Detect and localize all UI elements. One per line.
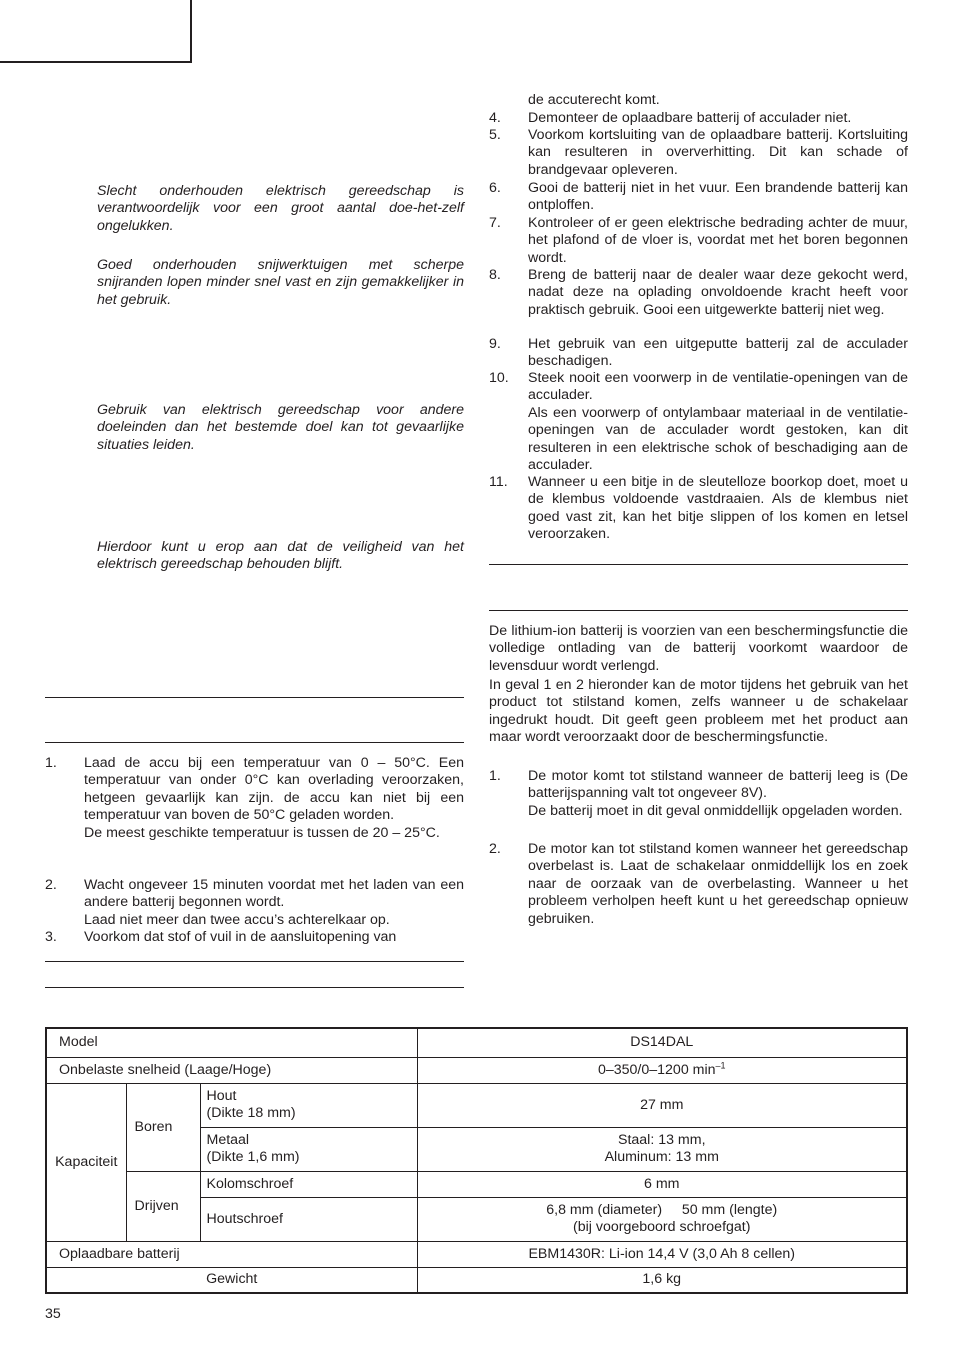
item-number: 4. (489, 110, 501, 126)
section-rule (45, 697, 464, 698)
item-number: 8. (489, 267, 501, 283)
list-item (45, 929, 464, 946)
list-item (489, 127, 908, 179)
item-number: 2. (45, 877, 57, 893)
item-text: Wanneer u een bitje in de sleutelloze boorkop doet, moet u de klembus voldoende vastdraaien. Als de klembus niet goed vast zit, kan het bitje slippen of los komen en letsel veroorzaken. (528, 474, 908, 543)
item-text: Breng de batterij naar de dealer waar deze gekocht werd, nadat deze na oplading onvoldoende kracht heeft voor praktisch gebruik. Gooi een uitgewerkte batterij niet weg. (528, 267, 908, 318)
metal-cell (200, 1127, 417, 1171)
paragraph-intended-use: Gebruik van elektrisch gereedschap voor andere doeleinden dan het bestemde doel kan tot gevaarlijke situaties leiden. (97, 402, 464, 453)
table-row (46, 1267, 907, 1293)
section-rule (45, 742, 464, 743)
list-item (489, 110, 908, 127)
weight-value: 1,6 kg (417, 1267, 907, 1293)
paragraph-cutting-tools: Goed onderhouden snijwerktuigen met scherpe snijranden lopen minder snel vast en zijn gemakkelijker in het gebruik. (97, 257, 464, 308)
item-number: 6. (489, 180, 501, 196)
wood-cell (200, 1083, 417, 1127)
speed-unit-exponent: –1 (715, 1059, 726, 1070)
item-text: Wacht ongeveer 15 minuten voordat met het laden van een andere batterij begonnen wordt. (84, 877, 464, 911)
item-text: Gooi de batterij niet in het vuur. Een brandende batterij kan ontploffen. (528, 180, 908, 214)
item-text: Laad niet meer dan twee accu’s achterelkaar op. (84, 911, 390, 928)
wood-screw-size: 6,8 mm (diameter) 50 mm (lengte) (546, 1202, 778, 1218)
list-item (489, 768, 908, 820)
item-text: Als een voorwerp of ontylambaar materiaal in de ventilatie-openingen van de acculader wordt gestoken, kan dit resulteren in een elektrische schok of beschadiging aan de acculader. (528, 404, 908, 474)
model-label: Model (46, 1028, 417, 1057)
wood-screw-note: (bij voorgeboord schroefgat) (573, 1219, 751, 1235)
battery-value: EBM1430R: Li-ion 14,4 V (3,0 Ah 8 cellen) (417, 1241, 907, 1267)
item-text: Kontroleer of er geen elektrische bedrading achter de muur, het plafond of de vloer is, voordat met het boren begonnen wordt. (528, 215, 908, 266)
table-row (46, 1028, 907, 1057)
section-rule (489, 610, 908, 611)
wood-screw-value-cell (417, 1197, 907, 1241)
paragraph-safety-maintained: Hierdoor kunt u erop aan dat de veiligheid van het elektrisch gereedschap behouden blijft. (97, 539, 464, 573)
driving-label: Drijven (126, 1171, 200, 1241)
item-number: 10. (489, 370, 509, 386)
item-text: Het gebruik van een uitgeputte batterij zal de acculader beschadigen. (528, 336, 908, 370)
metal-thickness: (Dikte 1,6 mm) (206, 1149, 300, 1165)
list-item (489, 474, 908, 544)
table-row (46, 1241, 907, 1267)
aluminum-value: Aluminum: 13 mm (604, 1149, 719, 1165)
section-rule (45, 987, 464, 988)
item-text: De meest geschikte temperatuur is tussen de 20 – 25°C. (84, 824, 440, 841)
item-text: De motor komt tot stilstand wanneer de batterij leeg is (De batterijspanning valt tot ongeveer 8V). (528, 768, 908, 802)
capacity-label: Kapaciteit (46, 1083, 126, 1241)
list-item (45, 755, 464, 842)
model-value: DS14DAL (417, 1028, 907, 1057)
weight-label: Gewicht (46, 1267, 417, 1293)
metal-label: Metaal (206, 1132, 250, 1148)
wood-label: Hout (206, 1088, 237, 1104)
list-item (489, 215, 908, 267)
list-item (489, 180, 908, 215)
specifications-table (45, 1027, 908, 1294)
item-text: Voorkom kortsluiting van de oplaadbare batterij. Kortsluiting kan resulteren in oververhitting. Dit kan schade of brandgevaar opleveren. (528, 127, 908, 178)
list-item (45, 877, 464, 929)
page-number: 35 (45, 1306, 61, 1322)
list-item (489, 267, 908, 319)
list-item (489, 370, 908, 474)
item-number: 11. (489, 474, 508, 490)
list-item (489, 336, 908, 371)
item-number: 3. (45, 929, 57, 945)
paragraph-protection-function: De lithium-ion batterij is voorzien van een beschermingsfunctie die volledige ontlading van de batterij voorkomt waardoor de levensduur wordt verlengd. (489, 623, 908, 674)
wood-thickness: (Dikte 18 mm) (206, 1105, 296, 1121)
paragraph-maintenance: Slecht onderhouden elektrisch gereedschap is verantwoordelijk voor een groot aantal doe-het-zelf ongelukken. (97, 183, 464, 234)
speed-value: 0–350/0–1200 min (597, 1061, 716, 1078)
battery-label: Oplaadbare batterij (46, 1241, 417, 1267)
drilling-label: Boren (126, 1083, 200, 1171)
item-text: Voorkom dat stof of vuil in de aansluitopening van (84, 929, 397, 945)
table-row (46, 1083, 907, 1127)
machine-screw-label: Kolomschroef (200, 1171, 417, 1197)
item-number: 1. (489, 768, 501, 784)
item-number: 7. (489, 215, 501, 231)
metal-value-cell (417, 1127, 907, 1171)
section-rule (45, 961, 464, 962)
speed-value-cell (417, 1057, 907, 1083)
item-text: De motor kan tot stilstand komen wanneer het gereedschap overbelast is. Laat de schakelaar onmiddellijk los en zoek naar de oorzaak van de overbelasting. Wanneer u het probleem verholpen heeft kunt u het gereedschap opnieuw gebruiken. (528, 841, 908, 927)
item-number: 2. (489, 841, 501, 857)
wood-value: 27 mm (417, 1083, 907, 1127)
paragraph-motor-stop: In geval 1 en 2 hieronder kan de motor tijdens het gebruik van het product tot stilstand komen, zelfs wanneer u de schakelaar ingedrukt houdt. Dit geeft geen probleem met het product aan maar wordt veroorzaakt door de beschermingsfunctie. (489, 677, 908, 746)
item-text: Demonteer de oplaadbare batterij of acculader niet. (528, 110, 852, 126)
language-tab-box (0, 0, 192, 63)
machine-screw-value: 6 mm (417, 1171, 907, 1197)
steel-value: Staal: 13 mm, (617, 1132, 706, 1148)
item-text: De batterij moet in dit geval onmiddellijk opgeladen worden. (528, 802, 903, 819)
item-text: Steek nooit een voorwerp in de ventilatie-openingen van de acculader. (528, 370, 908, 404)
table-row (46, 1057, 907, 1083)
speed-label: Onbelaste snelheid (Laage/Hoge) (46, 1057, 417, 1083)
continued-text: de accuterecht komt. (528, 92, 660, 108)
table-row (46, 1171, 907, 1197)
item-number: 1. (45, 755, 57, 771)
list-item (489, 841, 908, 928)
wood-screw-label: Houtschroef (200, 1197, 417, 1241)
item-number: 5. (489, 127, 501, 143)
section-rule (489, 564, 908, 565)
item-text: Laad de accu bij een temperatuur van 0 – 50°C. Een temperatuur van onder 0°C kan overlading veroorzaken, hetgeen gevaarlijk kan zijn. de accu kan niet bij een temperatuur van boven de 50°C geladen worden. (84, 755, 464, 824)
item-number: 9. (489, 336, 501, 352)
